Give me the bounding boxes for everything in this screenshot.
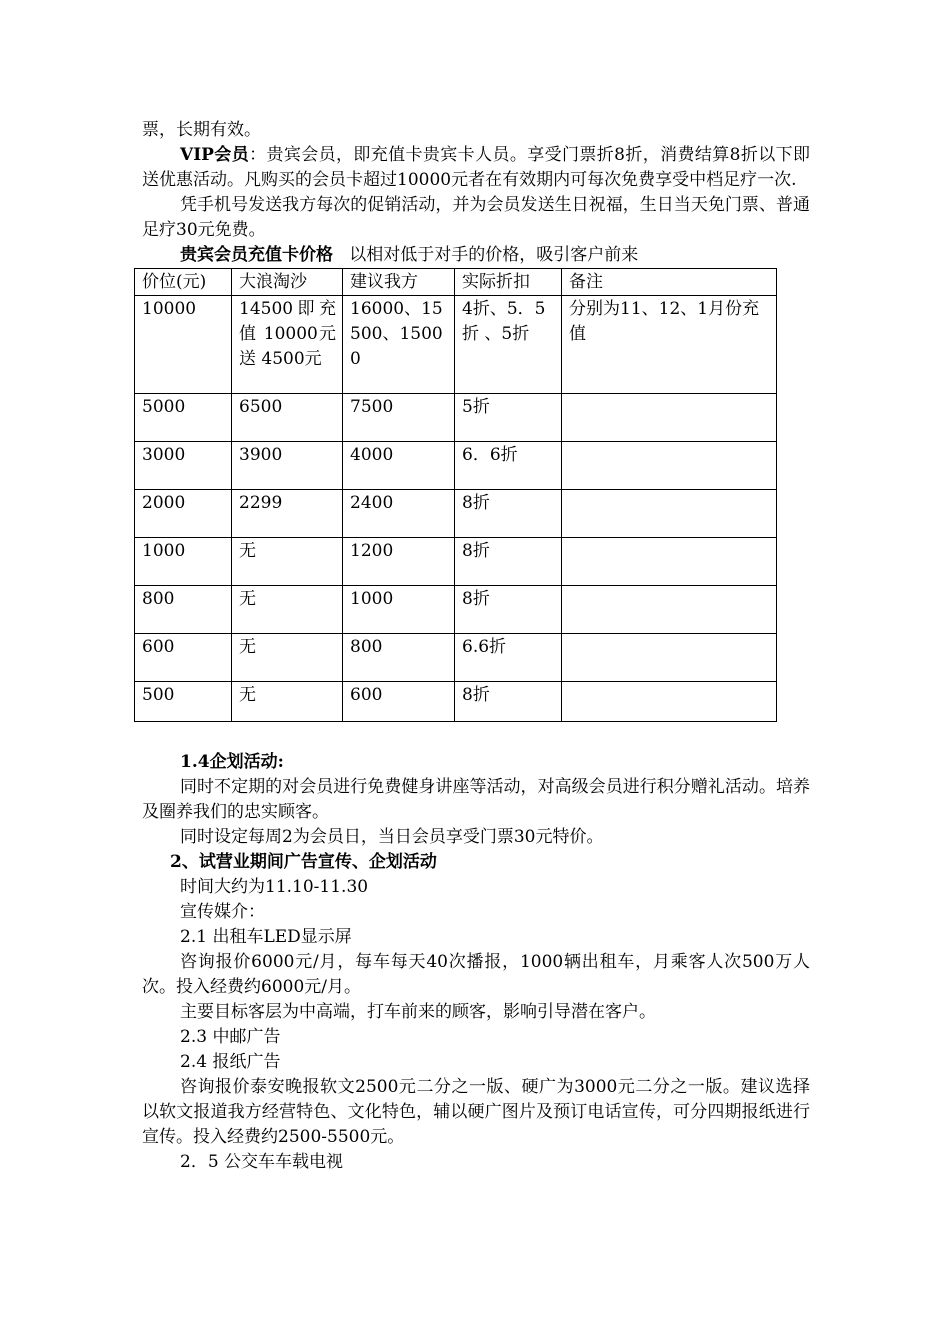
table-cell: 3900	[232, 442, 343, 490]
table-row	[135, 394, 777, 442]
para-1-4-member-day: 同时设定每周2为会员日，当日会员享受门票30元特价。	[180, 827, 604, 847]
table-cell: 6．6折	[455, 442, 562, 490]
table-cell: 8折	[455, 586, 562, 634]
table-cell: 2000	[135, 490, 232, 538]
table-row	[135, 682, 777, 722]
heading-2-1: 2.1 出租车LED显示屏	[180, 927, 352, 947]
table-header-row	[135, 269, 777, 296]
para-validity: 票，长期有效。	[142, 120, 261, 140]
header-cell: 大浪淘沙	[232, 269, 343, 296]
table-cell: 2400	[343, 490, 455, 538]
table-cell	[562, 490, 777, 538]
table-cell: 8折	[455, 682, 562, 722]
table-cell: 7500	[343, 394, 455, 442]
table-title	[142, 243, 810, 268]
table-cell: 600	[135, 634, 232, 682]
table-row	[135, 296, 777, 394]
table-title-bold: 贵宾会员充值卡价格	[180, 245, 333, 265]
table-cell: 800	[135, 586, 232, 634]
document-page	[142, 118, 810, 1175]
heading-2-5: 2．5 公交车车载电视	[180, 1152, 344, 1172]
para-sms-promo: 凭手机号发送我方每次的促销活动，并为会员发送生日祝福，生日当天免门票、普通足疗30元免费。	[142, 195, 810, 240]
heading-2-4: 2.4 报纸广告	[180, 1052, 281, 1072]
table-cell: 6.6折	[455, 634, 562, 682]
table-cell: 5000	[135, 394, 232, 442]
table-cell: 10000	[135, 296, 232, 394]
para-1-4-lectures: 同时不定期的对会员进行免费健身讲座等活动，对高级会员进行积分赠礼活动。培养及圈养我们的忠实顾客。	[142, 777, 810, 822]
table-cell: 8折	[455, 538, 562, 586]
table-cell	[562, 634, 777, 682]
table-title-rest: 以相对低于对手的价格，吸引客户前来	[349, 245, 639, 265]
table-cell	[562, 586, 777, 634]
table-cell: 1000	[135, 538, 232, 586]
table-cell: 3000	[135, 442, 232, 490]
para-2-1-target: 主要目标客层为中高端，打车前来的顾客，影响引导潜在客户。	[180, 1002, 656, 1022]
table-cell: 6500	[232, 394, 343, 442]
table-cell: 600	[343, 682, 455, 722]
spacer	[142, 722, 810, 750]
heading-1-4	[142, 750, 810, 775]
table-cell: 14500即充值 10000元送 4500元	[232, 296, 343, 394]
para-2-1-quote: 咨询报价6000元/月，每车每天40次播报，1000辆出租车，月乘客人次500万人次。投入经费约6000元/月。	[142, 952, 810, 997]
table-cell: 16000、15500、15000	[343, 296, 455, 394]
table-row	[135, 442, 777, 490]
para-time: 时间大约为11.10-11.30	[180, 877, 369, 897]
header-cell: 建议我方	[343, 269, 455, 296]
vip-label: VIP会员	[180, 145, 250, 165]
table-cell: 无	[232, 586, 343, 634]
para-media: 宣传媒介：	[180, 902, 265, 922]
table-cell: 无	[232, 682, 343, 722]
table-cell	[562, 442, 777, 490]
table-cell: 500	[135, 682, 232, 722]
header-cell: 价位(元)	[135, 269, 232, 296]
price-table	[134, 268, 777, 722]
table-row	[135, 586, 777, 634]
table-cell	[562, 394, 777, 442]
table-cell: 4折、5．5折 、5折	[455, 296, 562, 394]
table-cell: 4000	[343, 442, 455, 490]
table-cell: 2299	[232, 490, 343, 538]
table-cell: 1000	[343, 586, 455, 634]
table-cell: 5折	[455, 394, 562, 442]
para-vip	[142, 143, 810, 193]
heading-2-3: 2.3 中邮广告	[180, 1027, 281, 1047]
vip-text: ：贵宾会员，即充值卡贵宾卡人员。享受门票折8折，消费结算8折以下即送优惠活动。凡购买的会员卡超过10000元者在有效期内可每次免费享受中档足疗一次.	[142, 145, 810, 190]
table-cell	[562, 682, 777, 722]
heading-section-2-text: 2、试营业期间广告宣传、企划活动	[170, 852, 437, 872]
table-cell: 无	[232, 538, 343, 586]
table-row	[135, 538, 777, 586]
heading-1-4-text: 1.4企划活动:	[180, 752, 284, 772]
table-cell	[562, 538, 777, 586]
heading-section-2	[142, 850, 810, 875]
table-cell: 1200	[343, 538, 455, 586]
para-2-4-newspaper: 咨询报价泰安晚报软文2500元二分之一版、硬广为3000元二分之一版。建议选择以软文报道我方经营特色、文化特色，辅以硬广图片及预订电话宣传，可分四期报纸进行宣传。投入经费约2500-5500元。	[142, 1077, 810, 1147]
table-cell: 分别为11、12、1月份充值	[562, 296, 777, 394]
table-row	[135, 634, 777, 682]
table-cell: 8折	[455, 490, 562, 538]
table-cell: 无	[232, 634, 343, 682]
header-cell: 备注	[562, 269, 777, 296]
table-cell: 800	[343, 634, 455, 682]
header-cell: 实际折扣	[455, 269, 562, 296]
table-row	[135, 490, 777, 538]
